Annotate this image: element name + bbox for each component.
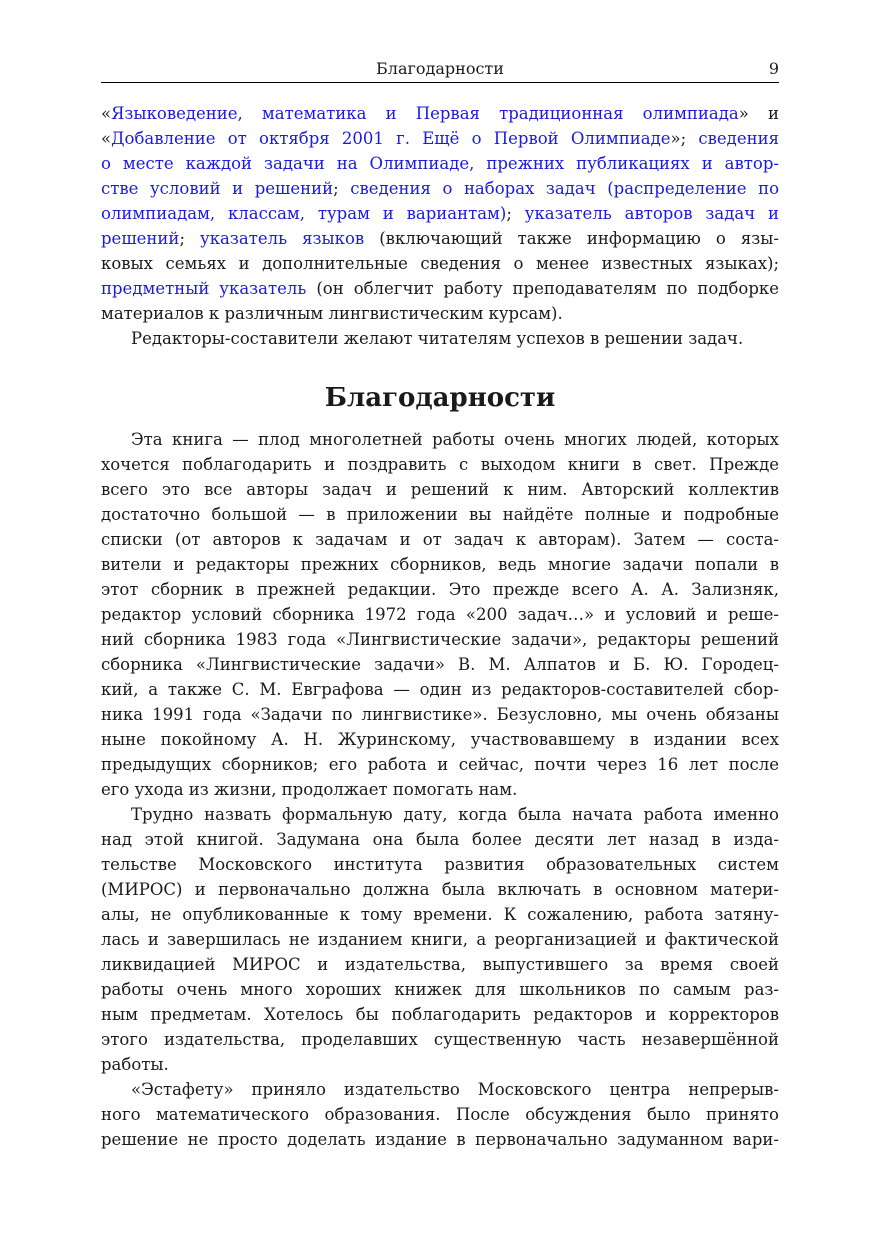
text-line	[101, 201, 779, 226]
cross-reference-link[interactable]: предметный указатель	[101, 279, 307, 298]
text-line: его ухода из жизни, продолжает помогать нам.	[101, 780, 518, 799]
text-line: работы очень много хороших книжек для школьников по самым раз-	[101, 980, 779, 999]
text-line: вители и редакторы прежних сборников, ведь многие задачи попали в	[101, 555, 779, 574]
text-line	[101, 251, 779, 276]
text-run: ;	[179, 229, 201, 248]
cross-reference-link[interactable]: олимпиадам, классам, турам и вариантам)	[101, 204, 507, 223]
text-run: «	[101, 104, 112, 123]
text-line: «Эстафету» приняло издательство Московского центра непрерыв-	[131, 1080, 779, 1099]
text-line: достаточно большой — в приложении вы найдёте полные и подробные	[101, 505, 779, 524]
text-line: редактор условий сборника 1972 года «200 задач…» и условий и реше-	[101, 605, 779, 624]
text-line: ным предметам. Хотелось бы поблагодарить редакторов и корректоров	[101, 1005, 779, 1024]
text-line: ний сборника 1983 года «Лингвистические задачи», редакторы решений	[101, 630, 779, 649]
header-rule	[101, 82, 779, 83]
text-line: решение не просто доделать издание в первоначально задуманном вари-	[101, 1130, 779, 1149]
text-line: тельстве Московского института развития образовательных систем	[101, 855, 779, 874]
text-line: списки (от авторов к задачам и от задач к авторам). Затем — соста-	[101, 530, 779, 549]
text-line	[101, 276, 779, 301]
text-run: »;	[670, 129, 699, 148]
text-run: материалов к различным лингвистическим курсам).	[101, 304, 563, 323]
cross-reference-link[interactable]: решений	[101, 229, 180, 248]
cross-reference-link[interactable]: указатель авторов задач и	[524, 204, 779, 223]
text-line	[101, 226, 779, 251]
text-line: ника 1991 года «Задачи по лингвистике». Безусловно, мы очень обязаны	[101, 705, 779, 724]
text-run: (включающий также информацию о язы-	[364, 229, 779, 248]
text-line	[101, 301, 779, 326]
text-line	[101, 151, 779, 176]
text-line	[101, 126, 779, 151]
running-header	[101, 58, 779, 80]
text-line: предыдущих сборников; его работа и сейчас, почти через 16 лет после	[101, 755, 779, 774]
page-number: 9	[768, 59, 779, 78]
intro-paragraph	[101, 101, 779, 351]
text-run: » и	[738, 104, 779, 123]
text-line: алы, не опубликованные к тому времени. К сожалению, работа затяну-	[101, 905, 779, 924]
text-line: всего это все авторы задач и решений к ним. Авторский коллектив	[101, 480, 779, 499]
running-header-title: Благодарности	[376, 59, 504, 78]
paragraph	[101, 802, 779, 1077]
text-run: ковых семьях и дополнительные сведения о менее известных языках);	[101, 254, 779, 273]
text-line	[101, 101, 779, 126]
text-run: «	[101, 129, 112, 148]
text-line: Трудно назвать формальную дату, когда была начата работа именно	[131, 805, 779, 824]
text-run: ;	[333, 179, 351, 198]
cross-reference-link[interactable]: стве условий и решений	[101, 179, 334, 198]
cross-reference-link[interactable]: о месте каждой задачи на Олимпиаде, прежних публикациях и автор-	[101, 154, 779, 173]
text-line: хочется поблагодарить и поздравить с выходом книги в свет. Прежде	[101, 455, 779, 474]
text-line: ликвидацией МИРОС и издательства, выпустившего за время своей	[101, 955, 779, 974]
cross-reference-link[interactable]: Добавление от октября 2001 г. Ещё о Первой Олимпиаде	[111, 129, 671, 148]
text-line	[101, 176, 779, 201]
text-line: этот сборник в прежней редакции. Это прежде всего А. А. Зализняк,	[101, 580, 779, 599]
text-line: ного математического образования. После обсуждения было принято	[101, 1105, 779, 1124]
closing-line: Редакторы-составители желают читателям успехов в решении задач.	[131, 329, 744, 348]
text-line: работы.	[101, 1055, 169, 1074]
text-line: кий, а также С. М. Евграфова — один из редакторов-составителей сбор-	[101, 680, 779, 699]
section-heading: Благодарности	[324, 383, 556, 413]
text-line: сборника «Лингвистические задачи» В. М. Алпатов и Б. Ю. Городец-	[101, 655, 779, 674]
text-line: этого издательства, проделавших существенную часть незавершённой	[101, 1030, 779, 1049]
text-run: ;	[506, 204, 525, 223]
text-line: над этой книгой. Задумана она была более десяти лет назад в изда-	[101, 830, 779, 849]
text-run: (он облегчит работу преподавателям по подборке	[306, 279, 780, 298]
acknowledgements-body	[101, 427, 779, 1152]
text-line: ныне покойному А. Н. Журинскому, участвовавшему в издании всех	[101, 730, 779, 749]
paragraph	[101, 1077, 779, 1152]
paragraph	[101, 427, 779, 802]
text-line: (МИРОС) и первоначально должна была включать в основном матери-	[101, 880, 779, 899]
cross-reference-link[interactable]: сведения о наборах задач (распределение по	[350, 179, 780, 198]
cross-reference-link[interactable]: Языковедение, математика и Первая традиционная олимпиада	[111, 104, 739, 123]
cross-reference-link[interactable]: указатель языков	[200, 229, 365, 248]
cross-reference-link[interactable]: сведения	[698, 129, 779, 148]
text-line: Эта книга — плод многолетней работы очень многих людей, которых	[131, 430, 779, 449]
text-line: лась и завершилась не изданием книги, а реорганизацией и фактической	[101, 930, 779, 949]
